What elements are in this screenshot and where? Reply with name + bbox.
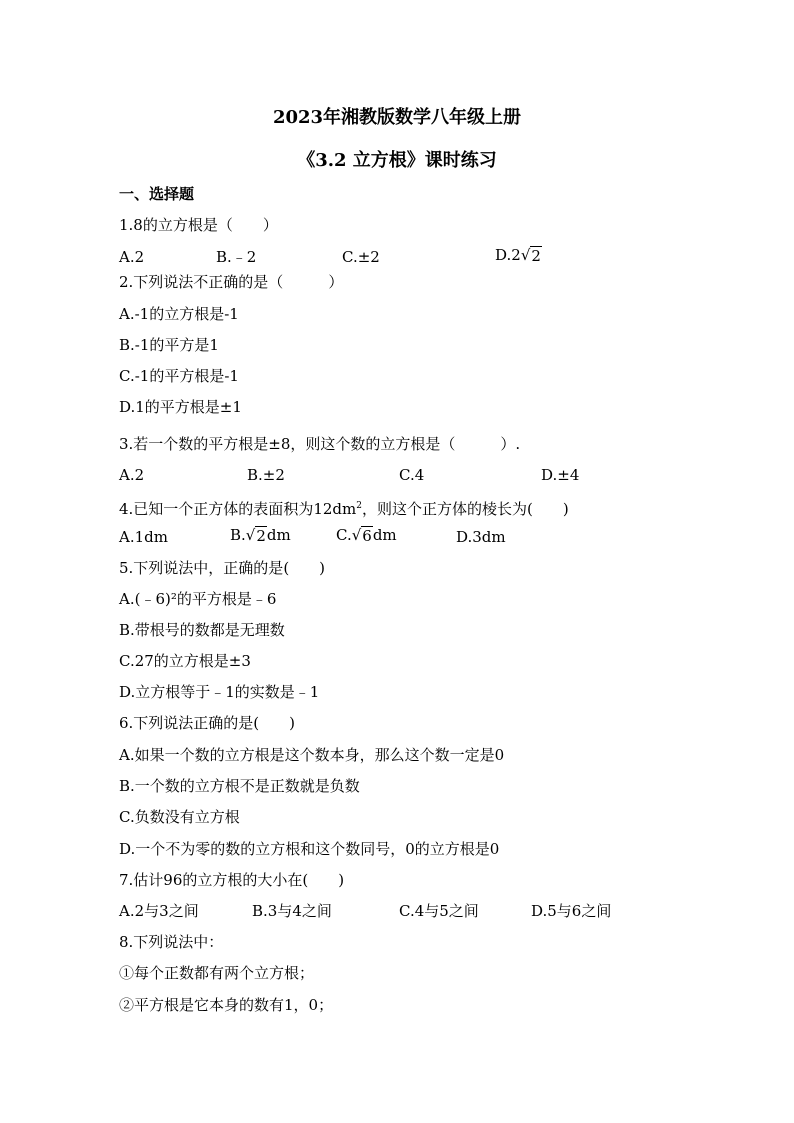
question-8-stem: 8.下列说法中： [119,933,224,951]
question-3-option-b: B.±2 [247,466,285,484]
question-1-option-d-prefix: D.2 [495,246,521,264]
question-6-option-a: A.如果一个数的立方根是这个数本身，那么这个数一定是0 [119,746,505,764]
question-4-stem [119,496,569,519]
question-7-option-c: C.4与5之间 [399,902,479,920]
question-3-stem: 3.若一个数的平方根是±8，则这个数的立方根是（ ）. [119,435,521,453]
question-4-stem-superscript: 2 [356,501,362,511]
page-subtitle: 《3.2 立方根》课时练习 [297,150,497,171]
question-6-option-b: B.一个数的立方根不是正数就是负数 [119,777,360,795]
question-1-option-a: A.2 [119,248,145,266]
question-5-option-c: C.27的立方根是±3 [119,652,251,670]
question-4-option-b-prefix: B. [230,526,246,544]
question-4-option-c [336,525,397,545]
question-4-stem-suffix: ，则这个正方体的棱长为( ) [361,500,569,518]
question-6-stem: 6.下列说法正确的是( ) [119,714,296,732]
question-7-stem: 7.估计96的立方根的大小在( ) [119,871,345,889]
question-4-option-a: A.1dm [119,528,168,546]
page-title: 2023年湘教版数学八年级上册 [272,107,522,128]
question-5-option-d: D.立方根等于﹣1的实数是﹣1 [119,683,320,701]
question-1-option-c: C.±2 [342,248,380,266]
question-4-option-c-radicand: 6 [362,527,372,545]
question-6-option-c: C.负数没有立方根 [119,808,240,826]
question-5-stem: 5.下列说法中，正确的是( ) [119,559,326,577]
question-5-option-b: B.带根号的数都是无理数 [119,621,285,639]
question-2-option-d: D.1的平方根是±1 [119,398,242,416]
question-1-option-b: B.﹣2 [216,248,257,266]
question-1-option-d-radicand: 2 [531,247,541,265]
question-7-option-a: A.2与3之间 [119,902,199,920]
question-2-option-c: C.-1的平方根是-1 [119,367,239,385]
question-6-option-d: D.一个不为零的数的立方根和这个数同号，0的立方根是0 [119,840,500,858]
question-2-stem: 2.下列说法不正确的是（ ） [119,273,344,291]
question-4-option-b-radicand: 2 [256,527,266,545]
sqrt-symbol: √ 6 [351,526,372,545]
question-4-option-b [230,525,291,545]
question-4-option-c-prefix: C. [336,526,352,544]
question-4-option-c-unit: dm [372,526,397,544]
sqrt-symbol: √ 2 [520,246,541,265]
sqrt-symbol: √ 2 [245,526,266,545]
question-8-statement-1: ①每个正数都有两个立方根； [119,964,315,982]
question-5-option-a: A.(﹣6)²的平方根是﹣6 [119,590,277,608]
question-7-option-b: B.3与4之间 [252,902,332,920]
section-heading: 一、选择题 [119,185,195,203]
question-4-option-d: D.3dm [456,528,506,546]
question-3-option-d: D.±4 [541,466,580,484]
question-7-option-d: D.5与6之间 [531,902,612,920]
question-1-stem: 1.8的立方根是（ ） [119,216,278,234]
question-4-stem-prefix: 4.已知一个正方体的表面积为12dm [119,500,357,518]
question-2-option-b: B.-1的平方是1 [119,336,219,354]
question-2-option-a: A.-1的立方根是-1 [119,305,239,323]
question-3-option-a: A.2 [119,466,145,484]
question-1-option-d [495,245,542,265]
question-4-option-b-unit: dm [266,526,291,544]
question-8-statement-2: ②平方根是它本身的数有1，0； [119,996,334,1014]
question-3-option-c: C.4 [399,466,425,484]
